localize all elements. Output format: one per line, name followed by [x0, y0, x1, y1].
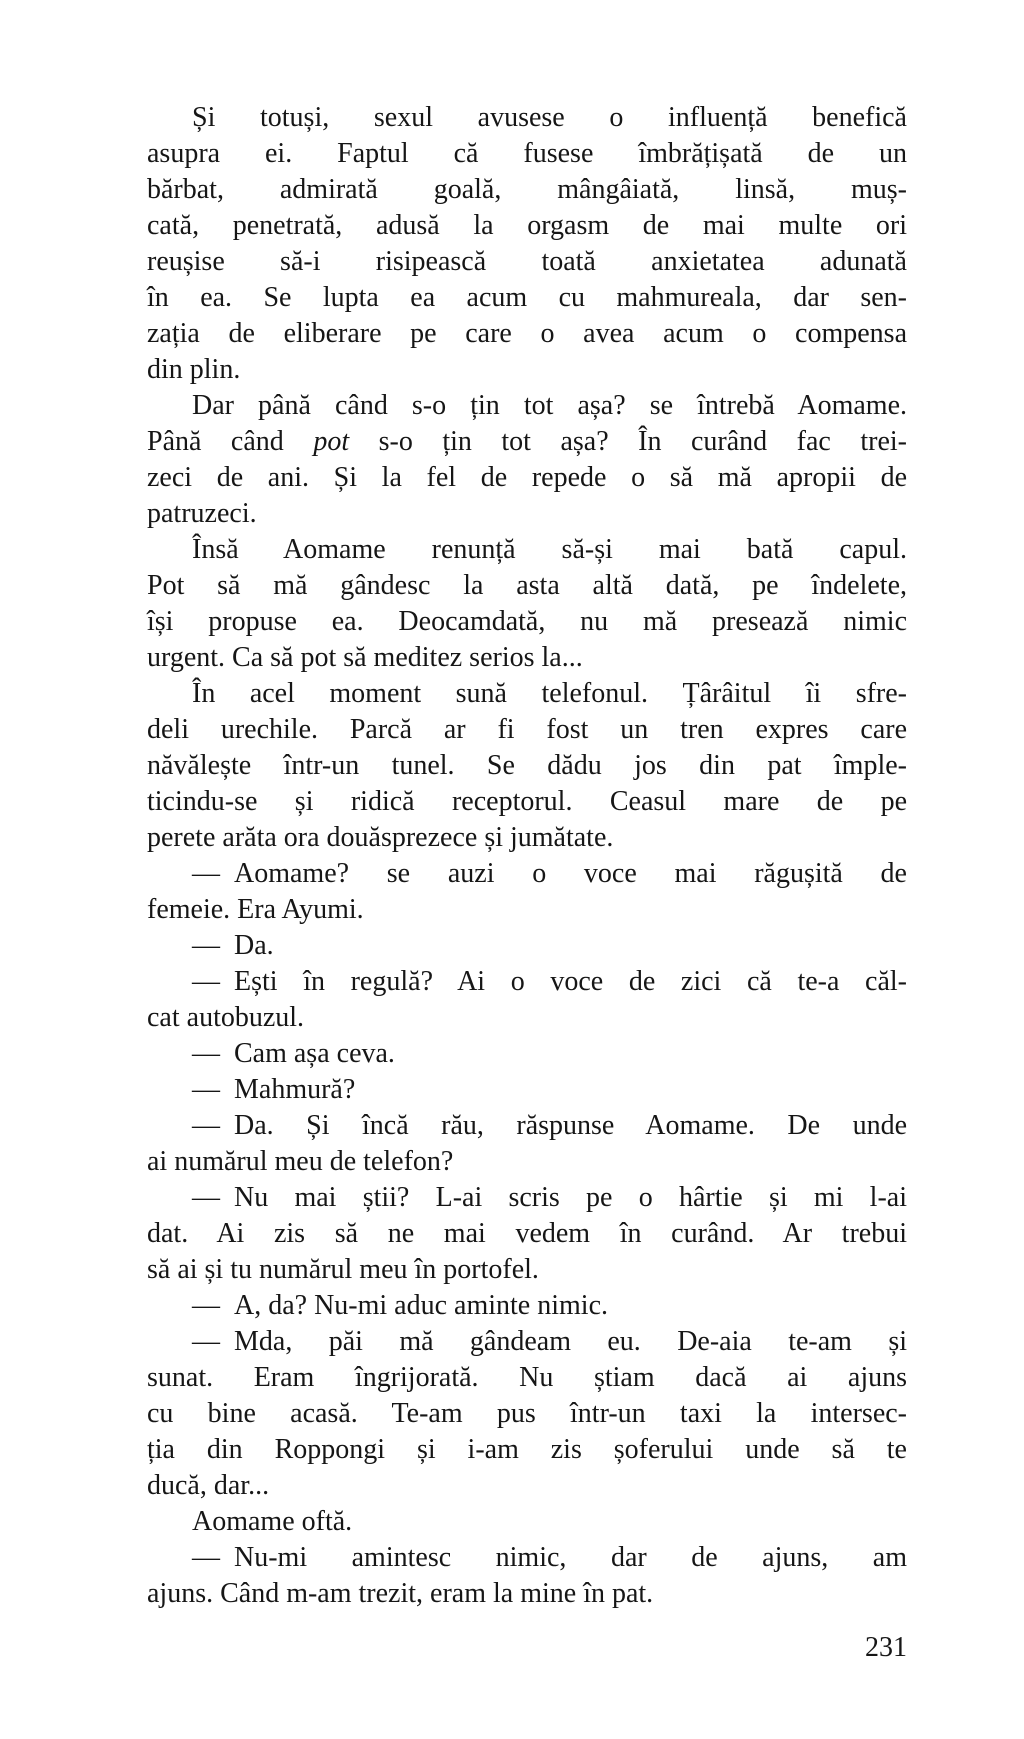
text-line: ducă, dar...	[147, 1470, 270, 1501]
text-line: deli urechile. Parcă ar fi fost un tren expres care	[147, 714, 907, 745]
text-line: cat autobuzul.	[147, 1002, 305, 1033]
text-line: patruzeci.	[147, 498, 257, 529]
text-line: În acel moment sună telefonul. Țârâitul îi sfre-	[192, 678, 907, 709]
text-line: ai numărul meu de telefon?	[147, 1146, 454, 1177]
text-line: năvălește într-un tunel. Se dădu jos din pat împle-	[147, 750, 907, 781]
text-line: — Da. Și încă rău, răspunse Aomame. De unde	[192, 1110, 907, 1141]
text-line: — Mahmură?	[192, 1074, 356, 1105]
text-line: Și totuși, sexul avusese o influență benefică	[192, 102, 907, 133]
text-line: zația de eliberare pe care o avea acum o compensa	[147, 318, 907, 349]
text-line: bărbat, admirată goală, mângâiată, linsă, muș-	[147, 174, 907, 205]
text-line: își propuse ea. Deocamdată, nu mă presează nimic	[147, 606, 907, 637]
text-line: — Cam așa ceva.	[192, 1038, 395, 1069]
text-line: dat. Ai zis să ne mai vedem în curând. Ar trebui	[147, 1218, 907, 1249]
text-line: ajuns. Când m-am trezit, eram la mine în pat.	[147, 1578, 654, 1609]
page-text	[147, 100, 907, 1612]
text-line: Pot să mă gândesc la asta altă dată, pe îndelete,	[147, 570, 907, 601]
text-line: Până când pot s-o țin tot așa? În curând fac trei-	[147, 426, 907, 457]
text-line: ticindu-se și ridică receptorul. Ceasul mare de pe	[147, 786, 907, 817]
text-line: Aomame oftă.	[192, 1506, 353, 1537]
text-line: — Nu-mi amintesc nimic, dar de ajuns, am	[192, 1542, 907, 1573]
text-line: Dar până când s-o țin tot așa? se întrebă Aomame.	[192, 390, 907, 421]
text-line: reușise să-i risipească toată anxietatea adunată	[147, 246, 907, 277]
text-line: cu bine acasă. Te-am pus într-un taxi la intersec-	[147, 1398, 907, 1429]
page-number: 231	[865, 1632, 907, 1663]
text-line: zeci de ani. Și la fel de repede o să mă apropii de	[147, 462, 907, 493]
text-line: din plin.	[147, 354, 241, 385]
text-line: perete arăta ora douăsprezece și jumătate.	[147, 822, 614, 853]
text-line: sunat. Eram îngrijorată. Nu știam dacă ai ajuns	[147, 1362, 907, 1393]
text-line: — Aomame? se auzi o voce mai răgușită de	[192, 858, 907, 889]
text-line: urgent. Ca să pot să meditez serios la...	[147, 642, 583, 673]
text-line: cată, penetrată, adusă la orgasm de mai multe ori	[147, 210, 907, 241]
text-line: să ai și tu numărul meu în portofel.	[147, 1254, 539, 1285]
text-line: — Nu mai știi? L-ai scris pe o hârtie și mi l-ai	[192, 1182, 907, 1213]
text-line: în ea. Se lupta ea acum cu mahmureala, dar sen-	[147, 282, 907, 313]
text-line: asupra ei. Faptul că fusese îmbrățișată de un	[147, 138, 907, 169]
text-line: — Mda, păi mă gândeam eu. De-aia te-am și	[192, 1326, 907, 1357]
text-line: — A, da? Nu-mi aduc aminte nimic.	[192, 1290, 608, 1321]
text-line: — Ești în regulă? Ai o voce de zici că te-a căl-	[192, 966, 907, 997]
text-line: ția din Roppongi și i-am zis șoferului unde să te	[147, 1434, 907, 1465]
text-line: femeie. Era Ayumi.	[147, 894, 364, 925]
italic-word: pot	[313, 426, 350, 457]
text-line: Însă Aomame renunță să-și mai bată capul.	[192, 534, 907, 565]
text-line: — Da.	[192, 930, 274, 961]
